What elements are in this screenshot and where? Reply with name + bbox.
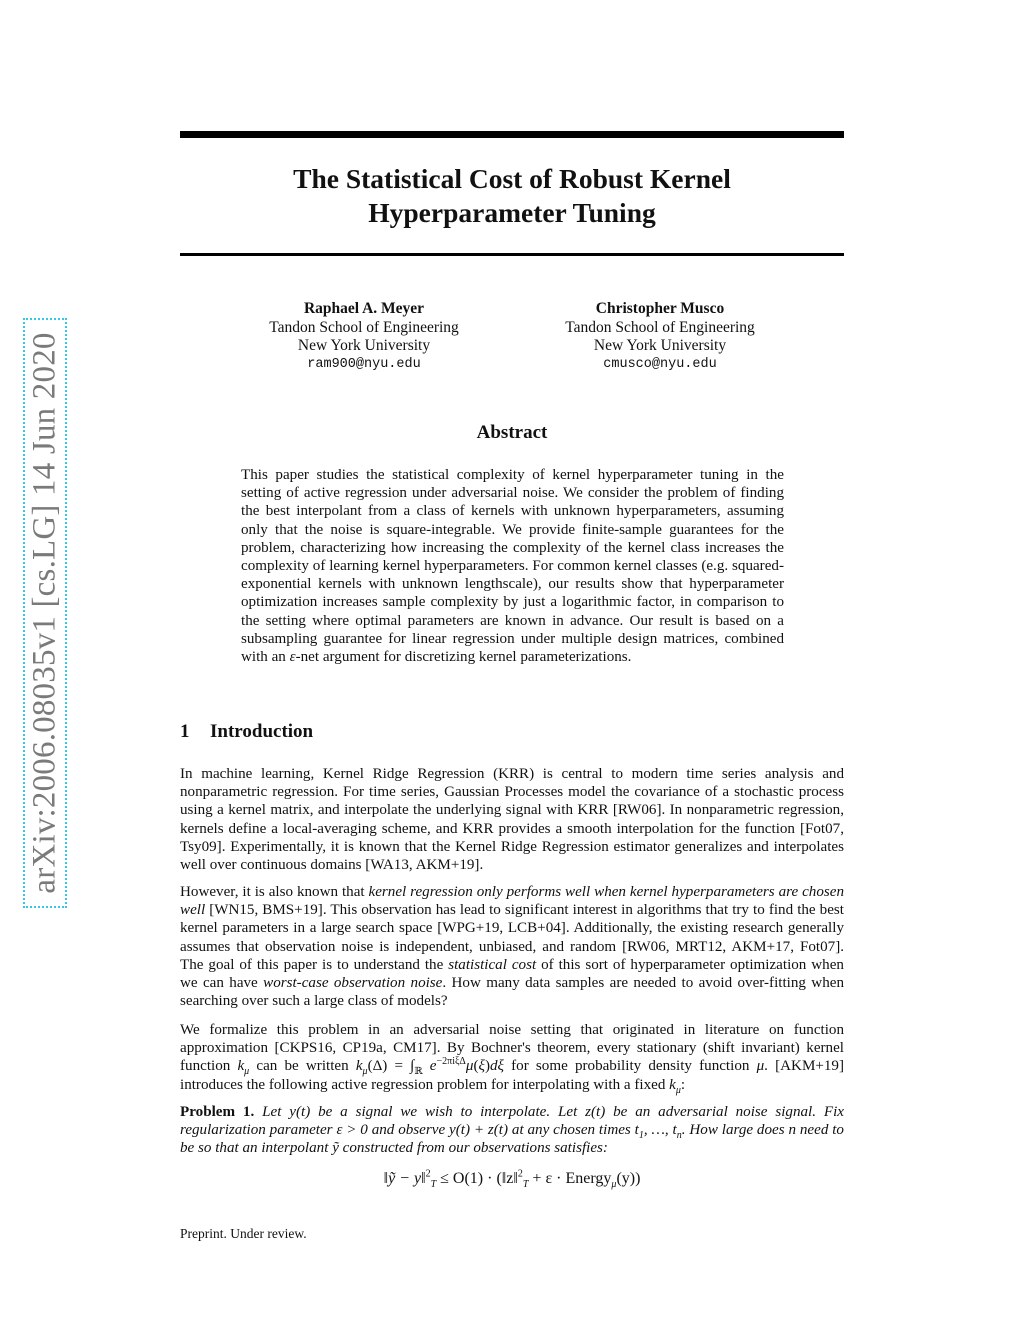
math-eps-positive: ε > 0 bbox=[336, 1122, 368, 1139]
math-z-t: z bbox=[585, 1104, 591, 1120]
problem-text: . How large does bbox=[681, 1122, 789, 1139]
preprint-footer: Preprint. Under review. bbox=[180, 1226, 307, 1241]
section-title: Introduction bbox=[210, 721, 314, 742]
math-n: n bbox=[788, 1122, 797, 1139]
equation-rhs: + ε · Energy bbox=[528, 1170, 612, 1187]
author-name: Raphael A. Meyer bbox=[303, 300, 425, 317]
math-y-tilde: ỹ bbox=[332, 1140, 339, 1157]
author-email[interactable]: cmusco@nyu.edu bbox=[603, 356, 717, 372]
problem-label: Problem 1. bbox=[180, 1104, 255, 1120]
equation-rhs: (y)) bbox=[616, 1170, 641, 1187]
title-rule-bottom bbox=[180, 253, 844, 256]
problem-text: need to be so that an interpolant bbox=[180, 1122, 844, 1157]
problem-text: constructed from our observations satisfies: bbox=[338, 1140, 608, 1157]
title-line-2: Hyperparameter Tuning bbox=[368, 197, 656, 228]
para2-text: However, it is also known that bbox=[180, 884, 369, 900]
equation-lhs: ‖ỹ − y‖ bbox=[383, 1170, 426, 1187]
problem-statement: Let y(t) be a signal we wish to interpolate. Let z(t) be an adversarial noise signal. Fix regularization parameter ε > 0 and observe y(t) + z(t) at any chosen times $t_1$, …, $t_n$. How large does n need to be so that an interpolant ỹ constructed from our observations satisfies: bbox=[180, 1104, 844, 1157]
para2-emphasis: statistical cost bbox=[448, 956, 537, 973]
section-heading-introduction bbox=[180, 721, 313, 743]
intro-paragraph-2 bbox=[180, 883, 844, 1010]
math-times: $t_1$, …, $t_n$ bbox=[634, 1122, 682, 1142]
para3-text: . [AKM+19] introduces the following active regression problem for interpolating with a fixed bbox=[180, 1058, 844, 1093]
author-affiliation: Tandon School of Engineering bbox=[565, 318, 755, 336]
abstract-text-part-b: -net argument for discretizing kernel parameterizations. bbox=[295, 649, 632, 666]
paper-title bbox=[180, 162, 844, 230]
display-equation: ‖ỹ − y‖$^2_T$ ≤ O(1) · (‖z‖$^2_T$ + ε · Energy$_\mu$(y)) bbox=[383, 1168, 641, 1191]
math-k-mu: $k_\mu$ bbox=[237, 1058, 250, 1078]
author-university: New York University bbox=[593, 337, 727, 354]
para2-emphasis: kernel regression only performs well when kernel hyperparameters are chosen well bbox=[180, 884, 844, 919]
problem-text: be a signal we wish to interpolate. Let bbox=[310, 1104, 586, 1120]
arxiv-stamp-text: arXiv:2006.08035v1 [cs.LG] 14 Jun 2020 bbox=[26, 332, 63, 894]
para3-text: can be written bbox=[249, 1058, 356, 1075]
intro-paragraph-1: In machine learning, Kernel Ridge Regression (KRR) is central to modern time series analysis and nonparametric regression. For time series, Gaussian Processes model the covariance of a stochastic process using a kernel matrix, and interpolate the underlying signal with KRR [RW06]. In nonparametric regression, kernels define a local-averaging scheme, and KRR provides a smooth interpolation for the function [Fot07, Tsy09]. Experimentally, it is known that the Kernel Ridge Regression estimator generalizes and interpolates well over continuous domains [WA13, AKM+19]. bbox=[180, 766, 844, 874]
math-y-t: y bbox=[289, 1104, 296, 1120]
title-line-1: The Statistical Cost of Robust Kernel bbox=[293, 163, 731, 194]
para2-text: [WN15, BMS+19]. This observation has lead to significant interest in algorithms that try to find the best kernel parameters in a large search space [WPG+19, LCB+04]. Additionally, the existing research generally assumes that observation noise is independent, unbiased, and random [RW06, MRT12, AKM+17, Fot07]. The goal of this paper is to understand the bbox=[180, 902, 844, 973]
author-block-1 bbox=[234, 300, 494, 374]
para2-text: of this sort of hyperparameter optimization when we can have bbox=[180, 956, 844, 992]
para2-text: . How many data samples are needed to avoid over-fitting when searching over such a large class of models? bbox=[180, 975, 844, 1010]
intro-paragraph-3: We formalize this problem in an adversarial noise setting that originated in literature on function approximation [CKPS16, CP19a, CM17]. By Bochner's theorem, every stationary (shift invariant) kernel function $k_\mu$ can be written $k_\mu(\Delta) = \int_ℝ$ $e^{-2\pi i\xi\Delta}\mu(\xi)d\xi$ for some probability density function μ. [AKM+19] introduces the following active regression problem for interpolating with a fixed $k_\mu$: bbox=[180, 1022, 844, 1096]
para3-text: We formalize this problem in an adversarial noise setting that originated in literature on function approximation [CKPS16, CP19a, CM17]. By Bochner's theorem, every stationary (shift invariant) kernel function bbox=[180, 1022, 844, 1075]
math-bochner-integral: $k_\mu(\Delta) = \int_ℝ$ $e^{-2\pi i\xi\Delta}\mu(\xi)d\xi$ bbox=[355, 1056, 504, 1078]
abstract-body bbox=[241, 466, 784, 666]
abstract-text-part-a: This paper studies the statistical complexity of kernel hyperparameter tuning in the setting of active regression under adversarial noise. We consider the problem of finding the best interpolant from a class of kernels with unknown hyperparameters, assuming only that the noise is square-integrable. We provide finite-sample guarantees for the problem, characterizing how increasing the complexity of the kernel class increases the complexity of learning kernel hyperparameters. For common kernel classes (e.g. squared-exponential kernels with unknown lengthscale), our results show that hyperparameter optimization increases sample complexity by just a logarithmic factor, in comparison to the setting where optimal parameters are known in advance. Our result is based on a subsampling guarantee for linear regression under multiple design matrices, combined with an bbox=[241, 467, 784, 666]
author-affiliation: Tandon School of Engineering bbox=[269, 318, 459, 336]
para2-emphasis: worst-case observation noise bbox=[263, 975, 443, 992]
math-mu: μ bbox=[756, 1058, 765, 1075]
problem-text: at any chosen times bbox=[508, 1122, 635, 1139]
problem-text: be an adversarial noise signal. Fix regularization parameter bbox=[180, 1104, 844, 1139]
author-block-2 bbox=[530, 300, 790, 374]
section-number: 1 bbox=[180, 721, 190, 742]
problem-text: Let bbox=[262, 1104, 290, 1120]
problem-1 bbox=[180, 1103, 844, 1158]
arxiv-stamp bbox=[23, 318, 67, 908]
problem-text: and observe bbox=[367, 1122, 450, 1139]
math-y-plus-z: y bbox=[449, 1122, 456, 1139]
math-k-mu: $k_\mu$ bbox=[669, 1076, 681, 1096]
author-university: New York University bbox=[297, 337, 431, 354]
author-email[interactable]: ram900@nyu.edu bbox=[307, 356, 421, 372]
title-rule-top bbox=[180, 131, 844, 138]
para3-text: for some probability density function bbox=[503, 1058, 757, 1075]
abstract-heading: Abstract bbox=[476, 422, 548, 443]
author-name: Christopher Musco bbox=[595, 300, 725, 317]
epsilon-symbol: ε bbox=[289, 649, 296, 666]
equation-rhs: ≤ O(1) · (‖z‖ bbox=[436, 1170, 518, 1187]
